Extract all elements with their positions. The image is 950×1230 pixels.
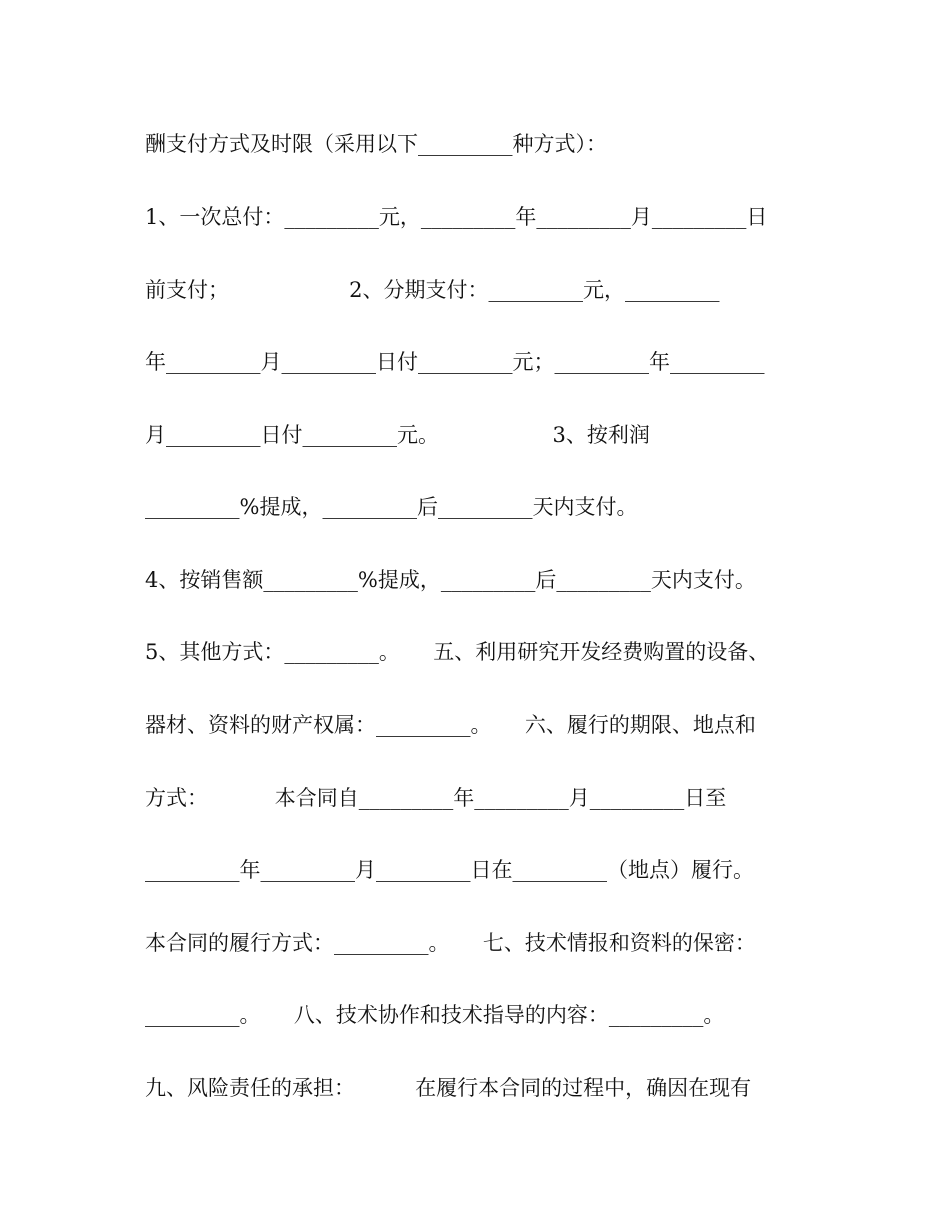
text-line: 5、其他方式：_________。 五、利用研究开发经费购置的设备、 bbox=[145, 640, 770, 664]
text-line: 前支付； 2、分期支付：_________元，_________ bbox=[145, 278, 720, 302]
text-line: 九、风险责任的承担： 在履行本合同的过程中，确因在现有 bbox=[145, 1076, 752, 1100]
text-line: 酬支付方式及时限（采用以下_________种方式）： bbox=[145, 132, 607, 156]
text-line: 月_________日付_________元。 3、按利润 bbox=[145, 423, 650, 447]
text-line: _________。 八、技术协作和技术指导的内容：_________。 bbox=[145, 1003, 725, 1027]
text-line: 本合同的履行方式：_________。 七、技术情报和资料的保密： bbox=[145, 931, 756, 955]
text-line: 4、按销售额_________%提成，_________后_________天内支付。 bbox=[145, 568, 756, 592]
text-line: 1、一次总付：_________元，_________年_________月_________日 bbox=[145, 205, 768, 229]
text-line: 年_________月_________日付_________元；_________年_________ bbox=[145, 350, 765, 374]
text-line: _________%提成，_________后_________天内支付。 bbox=[145, 495, 638, 519]
text-line: _________年_________月_________日在_________（地点）履行。 bbox=[145, 858, 754, 882]
text-line: 器材、资料的财产权属：_________。 六、履行的期限、地点和 bbox=[145, 713, 756, 737]
text-line: 方式： 本合同自_________年_________月_________日至 bbox=[145, 786, 727, 810]
